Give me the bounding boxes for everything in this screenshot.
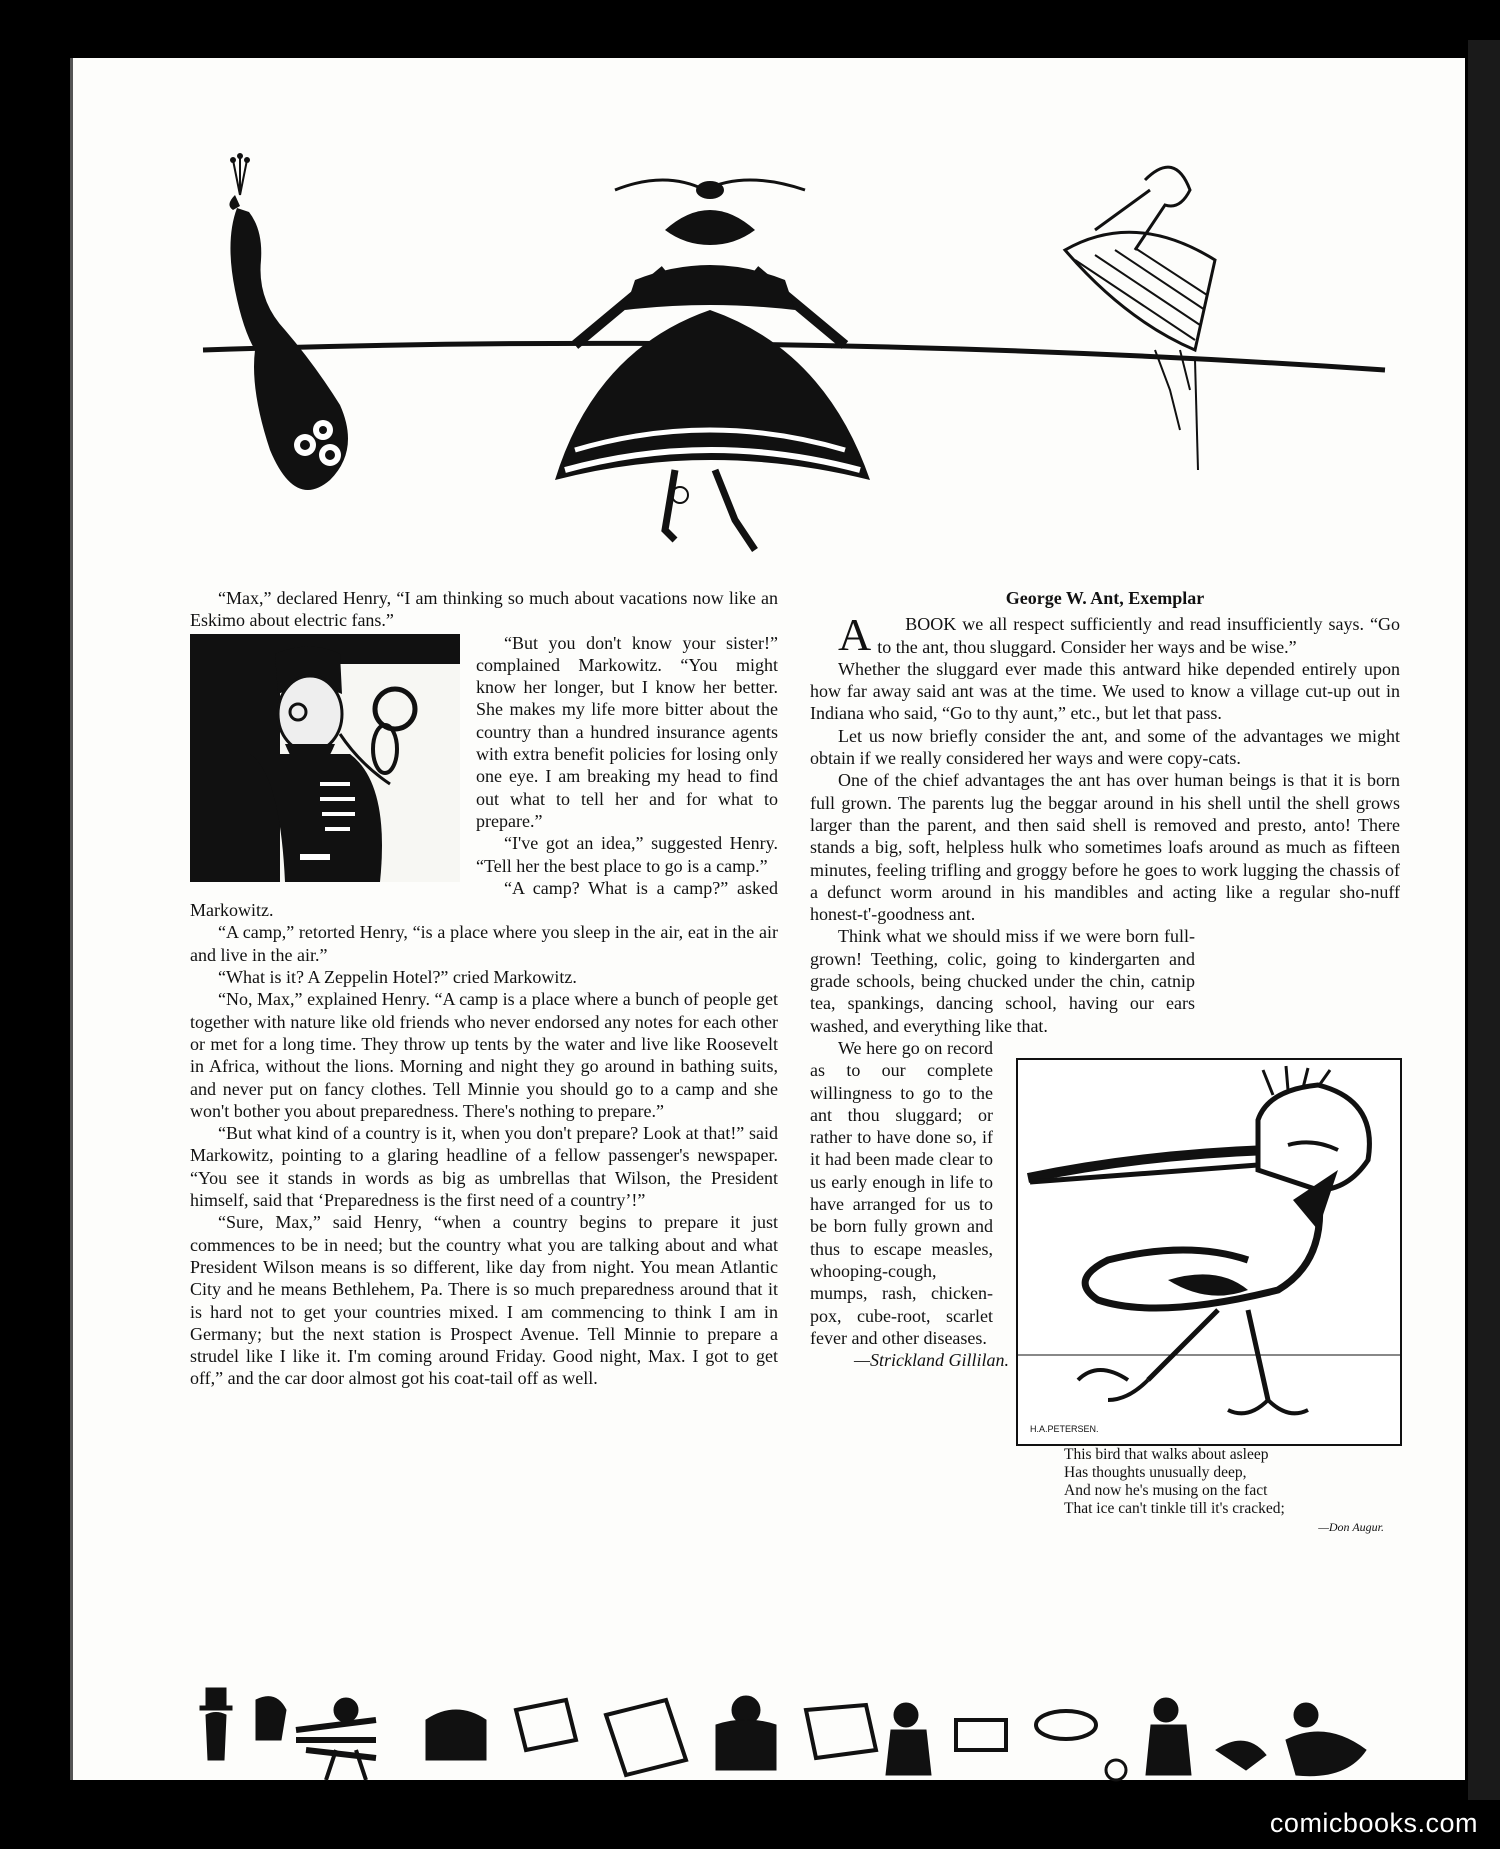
caption-line: This bird that walks about asleep [1064,1446,1269,1463]
essay-title: George W. Ant, Exemplar [1005,588,1205,608]
drop-cap: A [838,609,872,661]
essay-paragraph: A BOOK we all respect sufficiently and read insufficiently says. “Go to the ant, thou sluggard. Consider her ways and be wise.” [810,613,1400,658]
site-watermark: comicbooks.com [1269,1808,1478,1838]
story-paragraph: “A camp? What is a camp?” asked Markowitz. [190,877,778,921]
left-story-column [190,587,778,1390]
story-paragraph: “No, Max,” explained Henry. “A camp is a place where a bunch of people get together with nature like old friends who never endorsed any notes for each other or met for a long time. They throw up tents by the water and live like Roosevelt in Africa, without the lions. Morning and night they go around in bathing suits, and never put on fancy clothes. Tell Minnie you should go to a camp and she won't bother you about preparedness. There's nothing to prepare.” [190,989,778,1121]
story-paragraph: “Sure, Max,” said Henry, “when a country begins to prepare it just commences to be in need; but the country what you are talking about and what President Wilson means is so different, like day from night. You mean Atlantic City and he means Bethlehem, Pa. There is so much preparedness around that it is hard not to get your countries mixed. I am commencing to think I am in Germany; but the next station is Prospect Avenue. Tell Minnie to prepare a strudel like I like it. I'm coming around Friday. Good night, Max. I got to get off,” and the car door almost got his coat-tail off as well. [190,1212,778,1389]
stork-caption [1064,1446,1394,1536]
story-paragraph: “I've got an idea,” suggested Henry. “Tell her the best place to go is a camp.” [476,833,778,876]
essay-paragraph: Think what we should miss if we were born full-grown! Teething, colic, going to kindergarten and grade schools, being chucked under the chin, catnip tea, spankings, dancing school, having our ears washed, and everything like that. [810,926,1195,1036]
page-binding-edge [70,58,73,1780]
essay-paragraph: One of the chief advantages the ant has over human beings is that it is born full grown. The parents lug the beggar around in his shell until the shell grows larger than the parent, and then said shell is removed and presto, anto! There stands a big, soft, helpless hulk who sometimes loafs around as much as fifteen minutes, feeling trifling and groggy before he goes to work lugging the chassis of a defunct worm around in his mandibles and acting like a regular sho-nuff honest-t'-goodness ant. [810,770,1400,925]
caption-line: That ice can't tinkle till it's cracked; [1064,1500,1285,1517]
story-paragraph: “What is it? A Zeppelin Hotel?” cried Markowitz. [218,967,577,988]
essay-paragraph: Whether the sluggard ever made this antward hike depended entirely upon how far away said ant was at the time. We used to know a village cut-up out in Indiana who said, “Go to thy aunt,” etc., but let that pass. [810,658,1400,724]
story-paragraph: “Max,” declared Henry, “I am thinking so much about vacations now like an Eskimo about electric fans.” [190,588,778,631]
stork-figure [1065,167,1215,470]
story-paragraph: “A camp,” retorted Henry, “is a place where you sleep in the air, eat in the air and live in the air.” [190,922,778,965]
sleeping-stork-illustration [1016,1058,1402,1446]
essay-paragraph: We here go on record as to our complete willingness to go to the ant thou sluggard; or rather to have done so, if it had been made clear to us early enough in life to have arranged for us to be born fully grown and thus to escape measles, whooping-cough, mumps, rash, chicken-pox, cube-root, scarlet fever and other diseases. [810,1037,993,1348]
artist-signature: H.A.PETERSEN. [1030,1424,1099,1434]
story-paragraph: “But what kind of a country is it, when you don't prepare? Look at that!” said Markowitz, pointing to a glaring headline of a fellow passenger's newspaper. “You see it stands in words as big as umbrellas that Wilson, the President himself, said that ‘Preparedness is the first need of a country’!” [190,1123,778,1211]
tightrope-dancer-figure [555,180,870,550]
story-paragraph: “But you don't know your sister!” complained Markowitz. “You might know her longer, but I know her better. She makes my life more bitter about the country than a hundred insurance agents with extra benefit policies for losing only one eye. I am breaking my head to find out what to tell her and for what to prepare.” [190,632,778,833]
essay-signature: —Strickland Gillilan. [854,1350,1009,1371]
next-page-edge [1468,40,1500,1800]
peacock-figure [229,153,348,490]
caption-credit: —Don Augur. [1318,1520,1384,1534]
moving-day-parade-illustration [186,1680,1386,1790]
man-with-magnifier-illustration [190,634,460,882]
tightrope-banner-illustration [195,150,1395,570]
caption-line: And now he's musing on the fact [1064,1482,1268,1499]
caption-line: Has thoughts unusually deep, [1064,1464,1247,1481]
essay-paragraph: Let us now briefly consider the ant, and some of the advantages we might obtain if we really considered her ways and were copy-cats. [810,725,1400,769]
